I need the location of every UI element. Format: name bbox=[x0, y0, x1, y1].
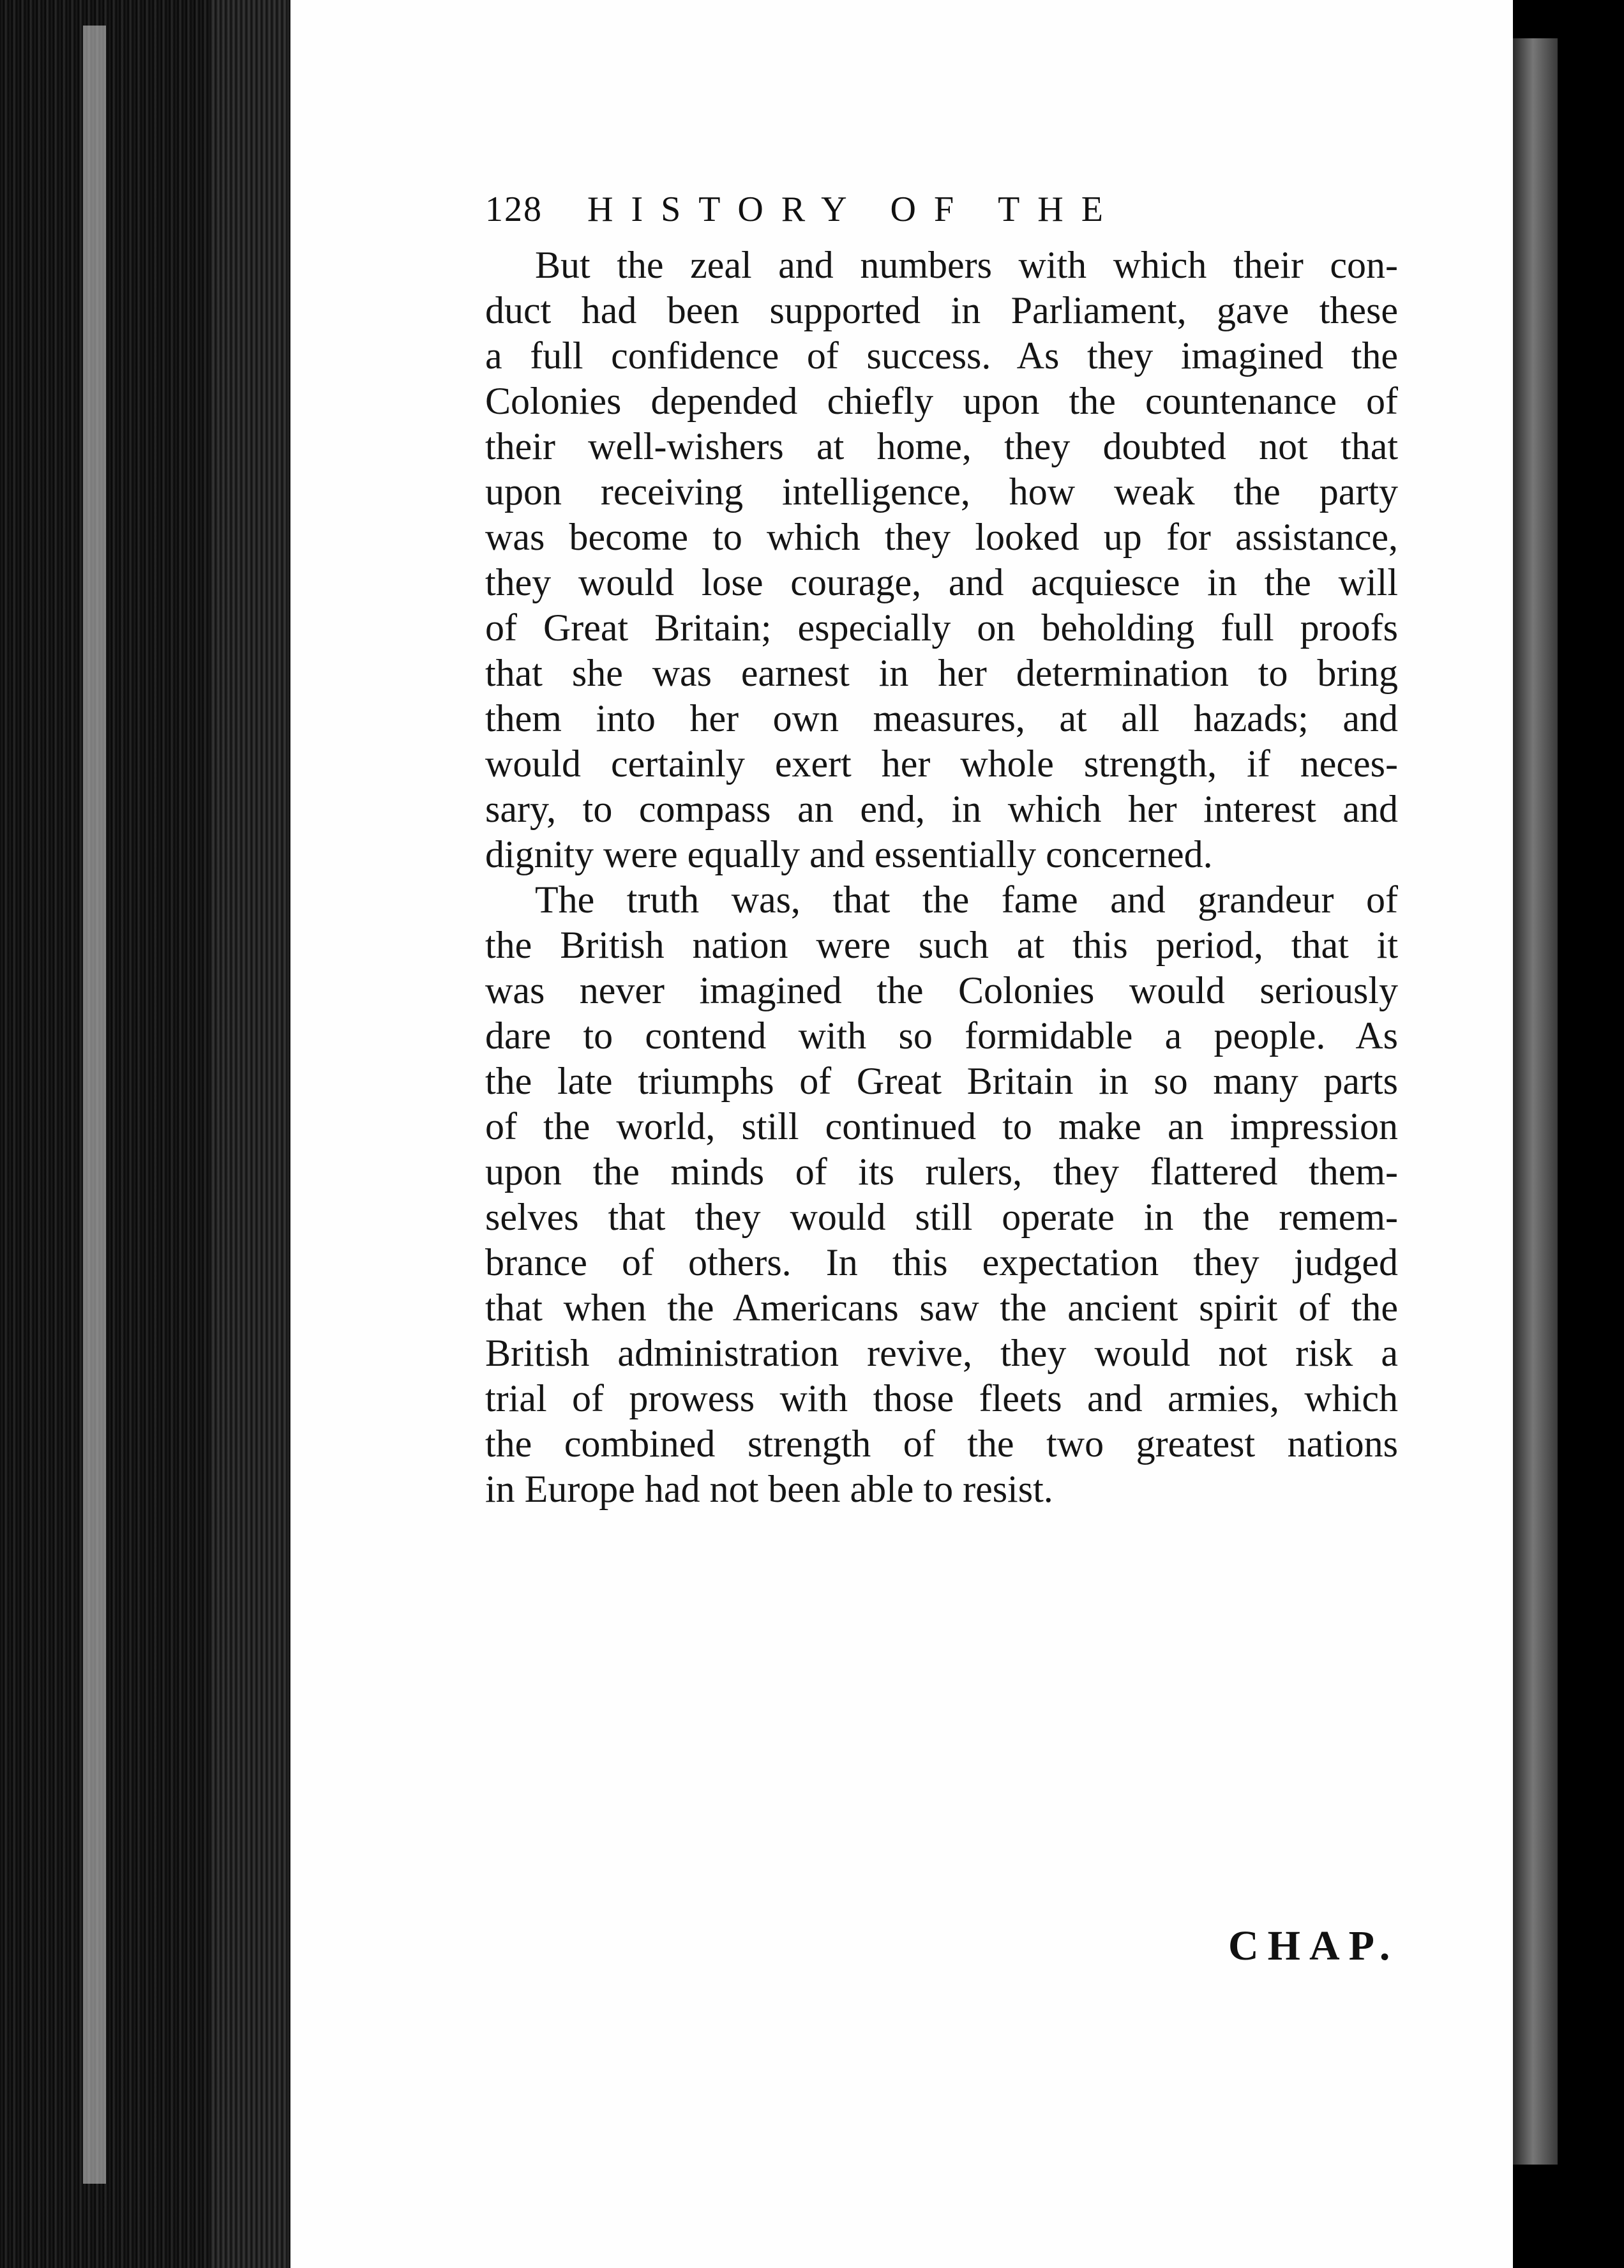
paragraph-2 bbox=[485, 877, 1398, 1512]
text-line: dare to contend with so formidable a people. As bbox=[485, 1015, 1398, 1057]
text-line: upon receiving intelligence, how weak the party bbox=[485, 471, 1398, 513]
text-line: the British nation were such at this period, that it bbox=[485, 924, 1398, 966]
text-line: was become to which they looked up for assistance, bbox=[485, 516, 1398, 558]
text-line: The truth was, that the fame and grandeur of bbox=[535, 879, 1398, 921]
text-line: in Europe had not been able to resist. bbox=[485, 1468, 1053, 1510]
text-line: them into her own measures, at all hazads; and bbox=[485, 697, 1398, 739]
text-line: of the world, still continued to make an impression bbox=[485, 1105, 1398, 1147]
text-line: dignity were equally and essentially concerned. bbox=[485, 833, 1213, 875]
text-line: duct had been supported in Parliament, gave these bbox=[485, 289, 1398, 331]
text-line: the late triumphs of Great Britain in so many parts bbox=[485, 1060, 1398, 1102]
body-text bbox=[485, 243, 1398, 1512]
text-line: their well-wishers at home, they doubted not that bbox=[485, 425, 1398, 467]
text-line: they would lose courage, and acquiesce in the will bbox=[485, 561, 1398, 603]
text-line: British administration revive, they would not risk a bbox=[485, 1332, 1398, 1374]
text-line: of Great Britain; especially on beholding full proofs bbox=[485, 607, 1398, 649]
paragraph-1 bbox=[485, 243, 1398, 877]
running-head: HISTORY OF THE bbox=[587, 190, 1121, 229]
text-line: would certainly exert her whole strength, if neces- bbox=[485, 743, 1398, 785]
back-cover-edge bbox=[1513, 38, 1558, 2165]
text-line: a full confidence of success. As they imagined the bbox=[485, 335, 1398, 377]
text-line: that when the Americans saw the ancient spirit of the bbox=[485, 1287, 1398, 1329]
page-number: 128 bbox=[485, 190, 543, 229]
text-line: the combined strength of the two greatest nations bbox=[485, 1423, 1398, 1465]
text-line: upon the minds of its rulers, they flattered them- bbox=[485, 1151, 1398, 1193]
text-line: brance of others. In this expectation they judged bbox=[485, 1241, 1398, 1283]
text-line: sary, to compass an end, in which her interest and bbox=[485, 788, 1398, 830]
page-header bbox=[485, 189, 1251, 230]
text-line: that she was earnest in her determination to bring bbox=[485, 652, 1398, 694]
text-line: was never imagined the Colonies would seriously bbox=[485, 969, 1398, 1011]
text-line: selves that they would still operate in the remem- bbox=[485, 1196, 1398, 1238]
spine-highlight bbox=[83, 26, 106, 2184]
page-edges bbox=[211, 0, 287, 2268]
text-line: Colonies depended chiefly upon the countenance of bbox=[485, 380, 1398, 422]
text-line: trial of prowess with those fleets and armies, which bbox=[485, 1377, 1398, 1419]
catchword: CHAP. bbox=[1228, 1923, 1399, 1969]
text-line: But the zeal and numbers with which their con- bbox=[535, 244, 1398, 286]
